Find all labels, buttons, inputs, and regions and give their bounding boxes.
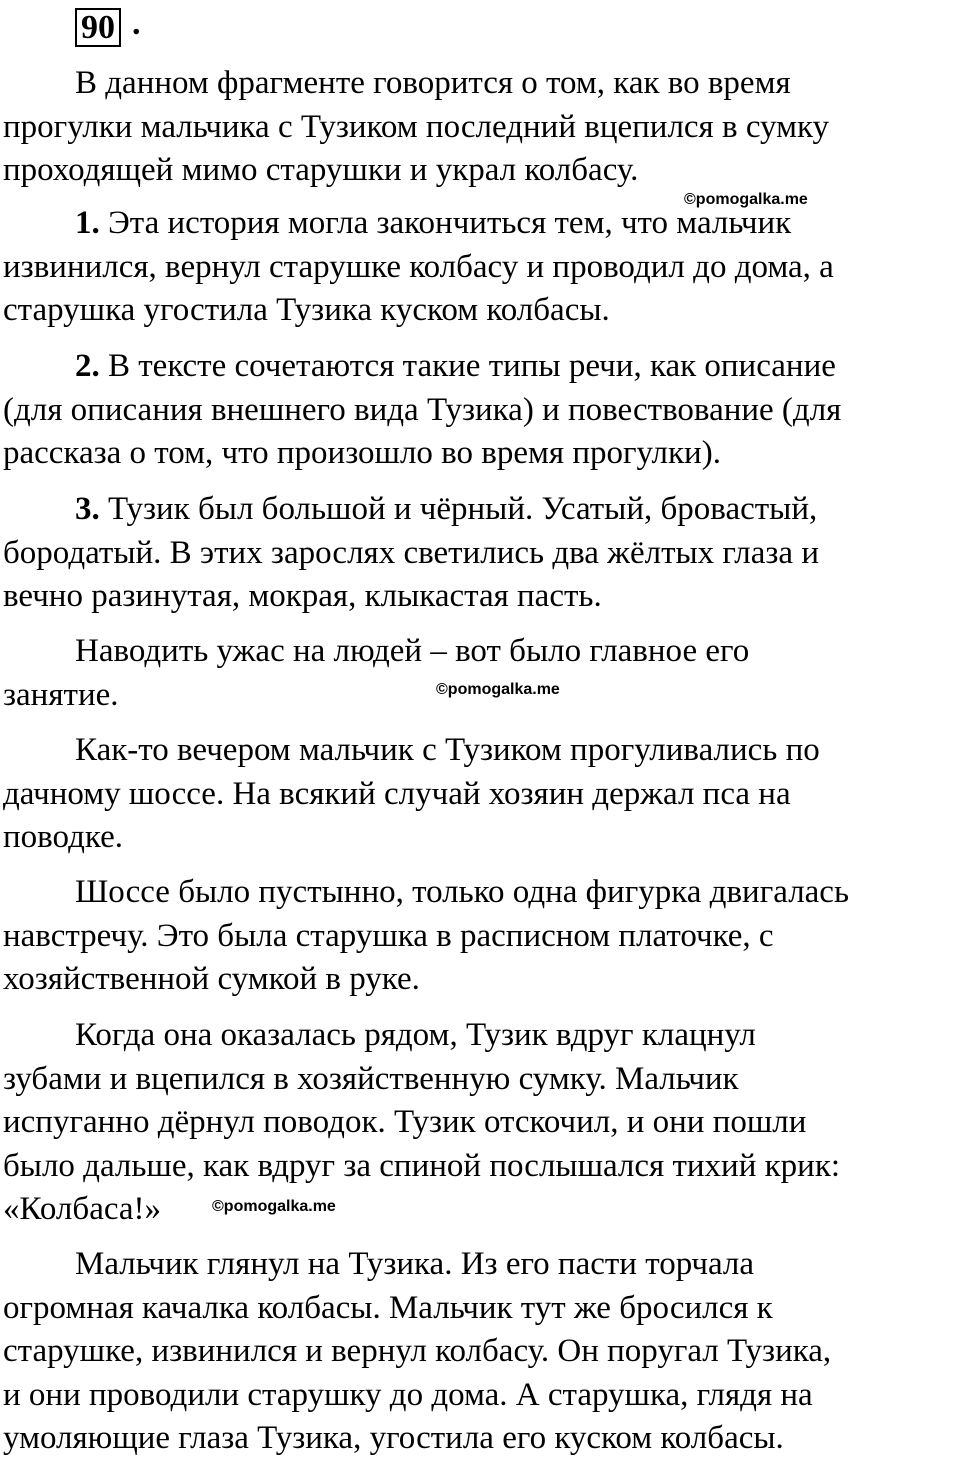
watermark: ©pomogalka.me <box>684 191 808 208</box>
story-paragraph <box>3 1014 960 1232</box>
answer-3-paragraph <box>3 488 960 619</box>
paragraph-text: В тексте сочетаются такие типы речи, как описание (для описания внешнего вида Тузика) и повествование (для рассказа о том, что произошло во время прогулки). <box>3 348 842 471</box>
paragraph-text: Тузик был большой и чёрный. Усатый, бровастый, бородатый. В этих зарослях светились два жёлтых глаза и вечно разинутая, мокрая, клыкастая пасть. <box>3 491 819 614</box>
exercise-number: 90 <box>75 8 121 47</box>
story-paragraph <box>3 729 960 860</box>
paragraph-text: Эта история могла закончиться тем, что мальчик извинился, вернул старушке колбасу и проводил до дома, а старушка угостила Тузика куском колбасы. <box>3 205 834 328</box>
answer-1-number: 1. <box>75 205 100 241</box>
answer-2-paragraph <box>3 345 960 476</box>
watermark: ©pomogalka.me <box>436 681 560 698</box>
answer-1-paragraph <box>3 202 960 333</box>
intro-paragraph <box>3 62 960 193</box>
paragraph-text: Мальчик глянул на Тузика. Из его пасти торчала огромная качалка колбасы. Мальчик тут же бросился к старушке, извинился и вернул колбасу. Он поругал Тузика, и они проводили старушку до дома. А старушка, глядя на умоляющие глаза Тузика, угостила его куском колбасы. <box>3 1246 832 1456</box>
paragraph-text: Наводить ужас на людей – вот было главное его занятие. <box>3 633 750 713</box>
paragraph-text: Как-то вечером мальчик с Тузиком прогуливались по дачному шоссе. На всякий случай хозяин держал пса на поводке. <box>3 732 820 855</box>
story-paragraph <box>3 1243 960 1461</box>
watermark: ©pomogalka.me <box>212 1198 336 1215</box>
story-paragraph <box>3 630 960 717</box>
answer-3-number: 3. <box>75 491 100 527</box>
story-paragraph <box>3 871 960 1002</box>
paragraph-text: В данном фрагменте говорится о том, как во время прогулки мальчика с Тузиком последний вцепился в сумку проходящей мимо старушки и украл колбасу. <box>3 65 830 188</box>
exercise-number-dot: . <box>132 5 141 42</box>
paragraph-text: Когда она оказалась рядом, Тузик вдруг клацнул зубами и вцепился в хозяйственную сумку. Мальчик испуганно дёрнул поводок. Тузик отскочил, и они пошли было дальше, как вдруг за спиной послышался тихий крик: «Колбаса!» <box>3 1017 841 1227</box>
answer-2-number: 2. <box>75 348 100 384</box>
paragraph-text: Шоссе было пустынно, только одна фигурка двигалась навстречу. Это была старушка в расписном платочке, с хозяйственной сумкой в руке. <box>3 874 850 997</box>
